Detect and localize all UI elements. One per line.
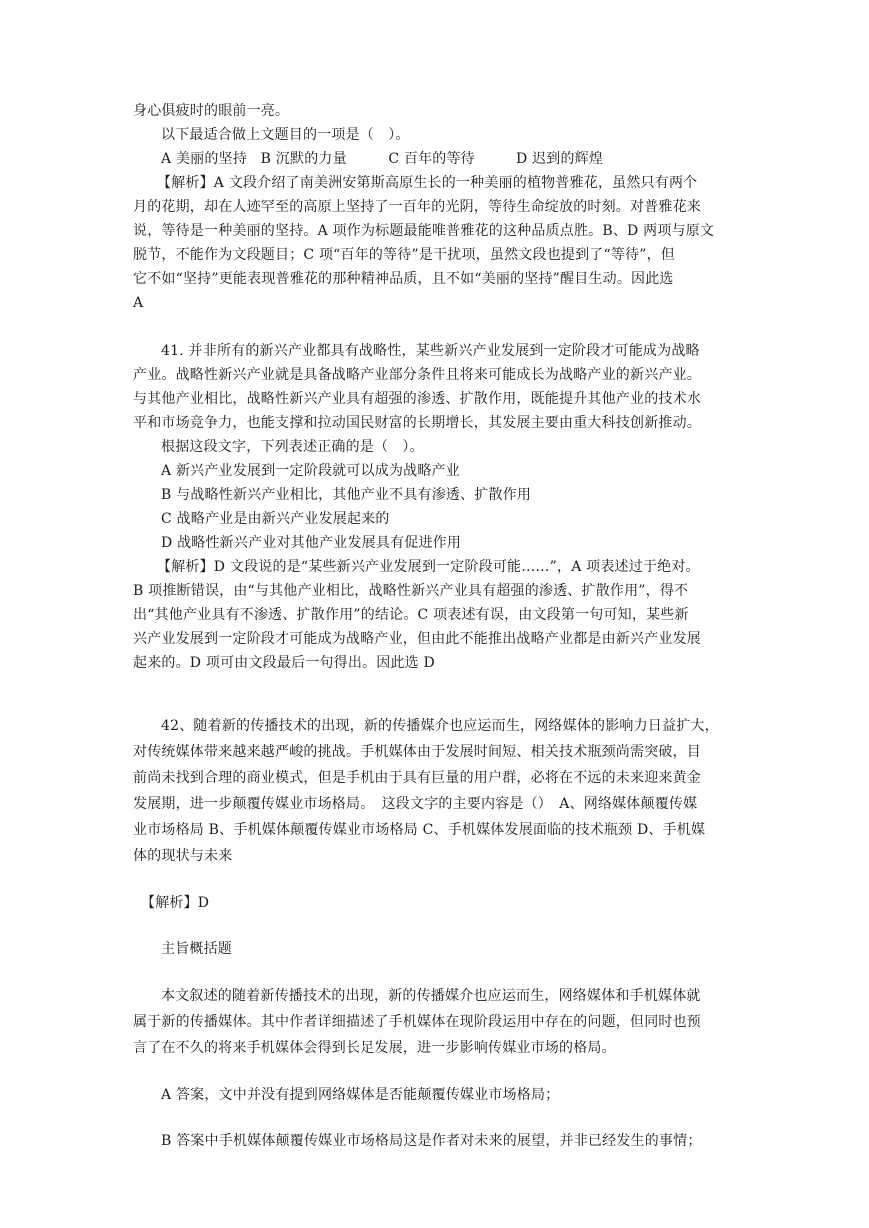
q41-option-a: A 新兴产业发展到一定阶段就可以成为战略产业 [161, 463, 460, 479]
q40-option-b: B 沉默的力量 [260, 151, 347, 167]
q42-question-type: 主旨概括题 [161, 941, 232, 957]
q40-analysis-line: A [133, 295, 144, 311]
spacer [133, 675, 739, 713]
q40-option-d: D 迟到的辉煌 [515, 151, 604, 167]
spacer [133, 315, 739, 339]
spacer [133, 915, 739, 937]
q40-analysis-line: 月的花期，却在人迹罕至的高原上坚持了一百年的光阴，等待生命绽放的时刻。对普雅花来 [133, 199, 701, 215]
q42-stem-line: 业市场格局 B、手机媒体颠覆传媒业市场格局 C、手机媒体发展面临的技术瓶颈 D、手机媒 [133, 822, 706, 838]
q41-analysis-line: 【解析】D 文段说的是“某些新兴产业发展到一定阶段可能……”，A 项表述过于绝对。 [157, 559, 700, 575]
q42-explain-line: 属于新的传播媒体。其中作者详细描述了手机媒体在现阶段运用中存在的问题，但同时也预 [133, 1014, 701, 1030]
q41-analysis-line: B 项推断错误，由“与其他产业相比，战略性新兴产业具有超强的渗透、扩散作用”，得不 [133, 583, 689, 599]
q41-option-c: C 战略产业是由新兴产业发展起来的 [161, 511, 390, 527]
q42-answer: 【解析】D [141, 895, 210, 911]
q40-tail-text: 身心俱疲时的眼前一亮。 [133, 103, 290, 119]
q42-stem-line: 体的现状与未来 [133, 848, 233, 864]
q41-question: 根据这段文字，下列表述正确的是（ ）。 [161, 439, 424, 455]
q41-analysis-line: 起来的。D 项可由文段最后一句得出。因此选 D [133, 655, 435, 671]
spacer [133, 1107, 739, 1129]
q41-stem-line: 41. 并非所有的新兴产业都具有战略性，某些新兴产业发展到一定阶段才可能成为战略 [161, 343, 700, 359]
q41-analysis-line: 兴产业发展到一定阶段才可能成为战略产业，但由此不能推出战略产业都是由新兴产业发展 [133, 631, 701, 647]
q42-stem-line: 发展期，进一步颠覆传媒业市场格局。 这段文字的主要内容是（） A、网络媒体颠覆传媒 [133, 796, 698, 812]
q42-stem-line: 前尚未找到合理的商业模式，但是手机由于具有巨量的用户群，必将在不远的未来迎来黄金 [133, 770, 701, 786]
q41-stem-line: 平和市场竞争力，也能支撑和拉动国民财富的长期增长，其发展主要由重大科技创新推动。 [133, 415, 701, 431]
q41-stem-line: 与其他产业相比，战略性新兴产业具有超强的渗透、扩散作用，既能提升其他产业的技术水 [133, 391, 701, 407]
q40-options [133, 147, 739, 171]
q40-option-a: A 美丽的坚持 [161, 151, 247, 167]
q40-analysis-line: 说，等待是一种美丽的坚持。A 项作为标题最能唯普雅花的这种品质点胜。B、D 两项与原文 [133, 223, 715, 239]
q40-analysis-line: 脱节，不能作为文段题目；C 项“百年的等待”是干扰项，虽然文段也提到了“等待”，但 [133, 247, 675, 263]
q42-stem-line: 对传统媒体带来越来越严峻的挑战。手机媒体由于发展时间短、相关技术瓶颈尚需突破，目 [133, 744, 701, 760]
document-page [133, 99, 739, 1153]
q41-analysis-line: 出“其他产业具有不渗透、扩散作用”的结论。C 项表述有误，由文段第一句可知，某些新 [133, 607, 689, 623]
q42-explain-line: 本文叙述的随着新传播技术的出现，新的传播媒介也应运而生，网络媒体和手机媒体就 [161, 988, 701, 1004]
q41-option-d: D 战略性新兴产业对其他产业发展具有促进作用 [161, 535, 462, 551]
q40-question: 以下最适合做上文题目的一项是（ ）。 [161, 127, 410, 143]
q42-a-note: A 答案，文中并没有提到网络媒体是否能颠覆传媒业市场格局； [161, 1087, 560, 1103]
spacer [133, 869, 739, 891]
q41-stem-line: 产业。战略性新兴产业就是具备战略产业部分条件且将来可能成长为战略产业的新兴产业。 [133, 367, 701, 383]
q40-option-c: C 百年的等待 [388, 151, 475, 167]
spacer [133, 961, 739, 983]
q41-option-b: B 与战略性新兴产业相比，其他产业不具有渗透、扩散作用 [161, 487, 532, 503]
q42-explain-line: 言了在不久的将来手机媒体会得到长足发展，进一步影响传媒业市场的格局。 [133, 1040, 616, 1056]
q42-stem-line: 42、随着新的传播技术的出现，新的传播媒介也应运而生，网络媒体的影响力日益扩大， [161, 718, 719, 734]
spacer [133, 1061, 739, 1083]
q42-b-note: B 答案中手机媒体颠覆传媒业市场格局这是作者对未来的展望，并非已经发生的事情； [161, 1133, 702, 1149]
q40-analysis-line: 【解析】A 文段介绍了南美洲安第斯高原生长的一种美丽的植物普雅花，虽然只有两个 [157, 175, 698, 191]
q40-analysis-line: 它不如“坚持”更能表现普雅花的那种精神品质，且不如“美丽的坚持”醒目生动。因此选 [133, 271, 674, 287]
